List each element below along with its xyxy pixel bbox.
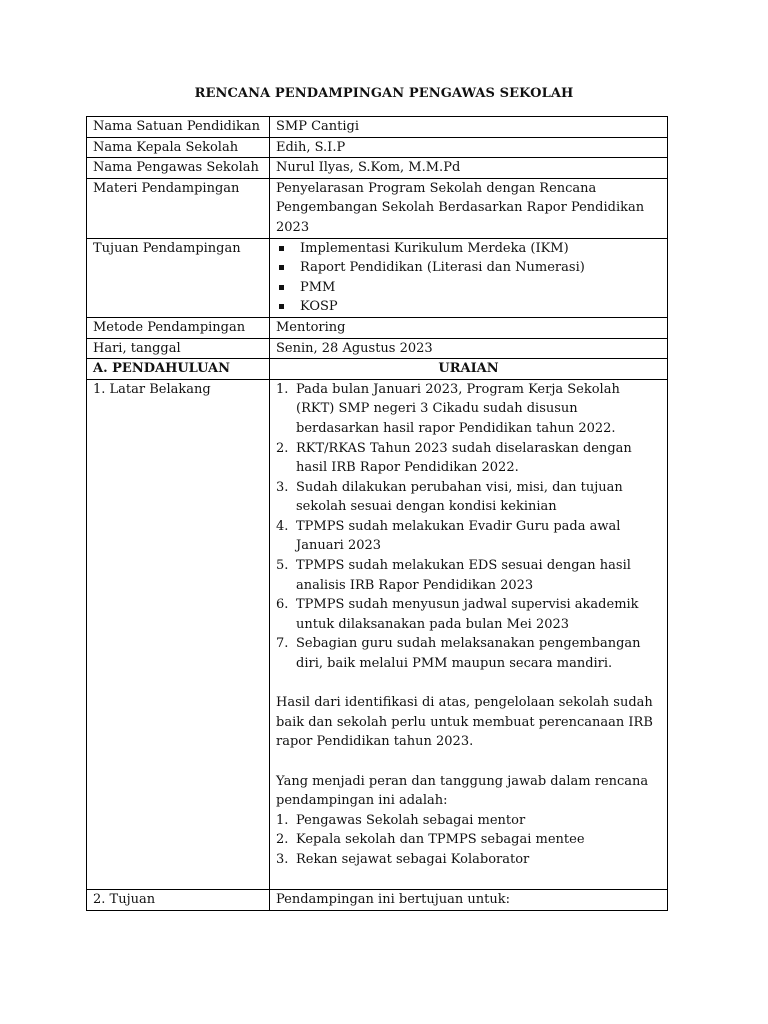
row-label: 1. Latar Belakang xyxy=(87,379,270,889)
list-item: 1. Pengawas Sekolah sebagai mentor xyxy=(276,812,526,828)
list-item: 1. Pada bulan Januari 2023, Program Kerja Sekolah (RKT) SMP negeri 3 Cikadu sudah disusun berdasarkan hasil rapor Pendidikan tahun 2022. xyxy=(276,381,620,436)
row-label: Nama Kepala Sekolah xyxy=(87,137,270,158)
list-item: 2. Kepala sekolah dan TPMPS sebagai mentee xyxy=(276,832,585,848)
list-item: 2. RKT/RKAS Tahun 2023 sudah diselaraskan dengan hasil IRB Rapor Pendidikan 2022. xyxy=(276,440,632,476)
row-label: Nama Pengawas Sekolah xyxy=(87,158,270,179)
table-row-tujuan-pendampingan xyxy=(87,238,668,317)
table-row xyxy=(87,158,668,179)
section-header-row xyxy=(87,359,668,380)
row-label: 2. Tujuan xyxy=(87,890,270,911)
row-value: Nurul Ilyas, S.Kom, M.M.Pd xyxy=(270,158,668,179)
table-row xyxy=(87,317,668,338)
latar-list xyxy=(276,380,661,674)
row-value: Senin, 28 Agustus 2023 xyxy=(270,338,668,359)
roles-list xyxy=(276,811,661,870)
row-value: Mentoring xyxy=(270,317,668,338)
list-item: Implementasi Kurikulum Merdeka (IKM) xyxy=(276,239,661,259)
list-item: 3. Sudah dilakukan perubahan visi, misi, dan tujuan sekolah sesuai dengan kondisi kekinian xyxy=(276,479,623,515)
table-row-tujuan xyxy=(87,890,668,911)
table-row xyxy=(87,178,668,238)
list-item: 7. Sebagian guru sudah melaksanakan pengembangan diri, baik melalui PMM maupun secara mandiri. xyxy=(276,636,641,672)
list-item: Raport Pendidikan (Literasi dan Numerasi) xyxy=(276,258,661,278)
paragraph: Hasil dari identifikasi di atas, pengelolaan sekolah sudah baik dan sekolah perlu untuk membuat perencanaan IRB rapor Pendidikan tahun 2023. xyxy=(276,695,653,750)
row-value: Pendampingan ini bertujuan untuk: xyxy=(270,890,668,911)
row-value xyxy=(270,238,668,317)
row-label: Materi Pendampingan xyxy=(87,178,270,238)
row-label: Metode Pendampingan xyxy=(87,317,270,338)
row-label: Tujuan Pendampingan xyxy=(87,238,270,317)
list-item: PMM xyxy=(276,278,661,298)
table-row xyxy=(87,117,668,138)
row-value: Edih, S.I.P xyxy=(270,137,668,158)
list-item: 4. TPMPS sudah melakukan Evadir Guru pada awal Januari 2023 xyxy=(276,518,621,554)
paragraph: Yang menjadi peran dan tanggung jawab dalam rencana pendampingan ini adalah: xyxy=(276,773,649,809)
table-row xyxy=(87,338,668,359)
tujuan-list xyxy=(276,239,661,317)
table-row xyxy=(87,137,668,158)
table-row-latar-belakang xyxy=(87,379,668,889)
row-value: SMP Cantigi xyxy=(270,117,668,138)
section-header-uraian: URAIAN xyxy=(270,359,668,380)
row-label: Hari, tanggal xyxy=(87,338,270,359)
section-header-label: A. PENDAHULUAN xyxy=(87,359,270,380)
list-item: 5. TPMPS sudah melakukan EDS sesuai dengan hasil analisis IRB Rapor Pendidikan 2023 xyxy=(276,558,631,593)
row-value xyxy=(270,379,668,889)
list-item: KOSP xyxy=(276,297,661,317)
row-value: Penyelarasan Program Sekolah dengan Rencana Pengembangan Sekolah Berdasarkan Rapor Pendidikan 2023 xyxy=(270,178,668,238)
plan-table xyxy=(86,116,668,911)
row-label: Nama Satuan Pendidikan xyxy=(87,117,270,138)
list-item: 3. Rekan sejawat sebagai Kolaborator xyxy=(276,851,530,867)
list-item: 6. TPMPS sudah menyusun jadwal supervisi akademik untuk dilaksanakan pada bulan Mei 2023 xyxy=(276,597,639,632)
document-title: RENCANA PENDAMPINGAN PENGAWAS SEKOLAH xyxy=(194,86,574,101)
